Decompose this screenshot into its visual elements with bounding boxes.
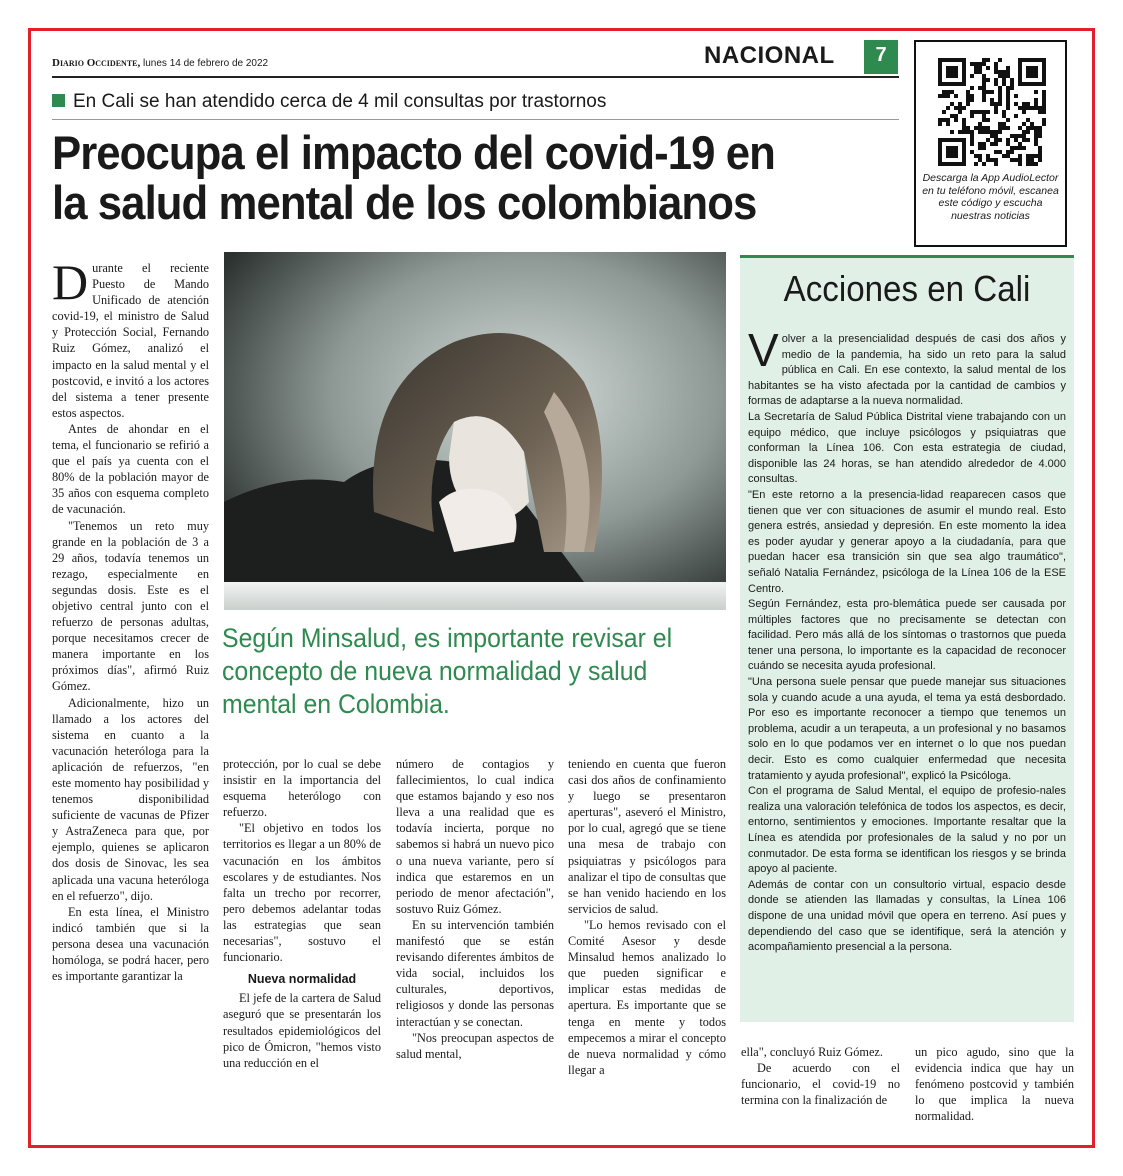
sidebar-paragraph: "En este retorno a la presencia-lidad reaparecen casos que tienen que ver con situaciones de asumir el mundo real. Esto genera estrés, ansiedad y depresión. En este momento la idea es poder ayudar y generar apoyo a la ciudadanía, para que puedan hacer esa transición sin que sea algo traumático", señaló Natalia Fernández, psicóloga de la Línea 106 de la ESE Centro.: [748, 488, 1066, 595]
sidebar-paragraph: "Una persona suele pensar que puede manejar sus situaciones sola y cuando acude a una ayuda, el tema ya está desbordado. Por eso es importante reconocer a tiempo que tenemos un problema, acudir a un terapeuta, a un profesional y no basamos solo en lo que podamos ver en internet o lo que nos puedan decir. Esto es como cualquier enfermedad que necesita tratamiento y ayuda profesional", explicó la Psicóloga.: [748, 676, 1066, 782]
section-label: NACIONAL: [704, 42, 835, 69]
qr-code-icon[interactable]: [938, 58, 1046, 166]
headline: [52, 128, 852, 228]
headline-line-2: la salud mental de los colombianos: [52, 176, 757, 229]
kicker: [52, 91, 606, 113]
sidebar-paragraph: Además de contar con un consultorio virtual, espacio desde donde se atienden las llamadas y consultas, la Línea 106 dispone de una unidad móvil que opera en terreno. Así pues y dependiendo del caso que se identifique, será la atención y acompañamiento presencial a la persona.: [748, 878, 1066, 954]
article-paragraph: De acuerdo con el funcionario, el covid-19 no termina con la finalización de: [741, 1061, 900, 1108]
article-paragraph: En esta línea, el Ministro indicó también que si la persona desea una vacunación homóloga, se podrá hacer, pero es importante garantizar la: [52, 904, 209, 984]
qr-box: [914, 40, 1067, 247]
article-paragraph: En su intervención también manifestó que se están revisando diferentes ámbitos de vida social, incluidos los culturales, deportivos, religiosos y donde las personas interactúan y se conectan.: [396, 917, 554, 1029]
article-column-3: [396, 756, 554, 1062]
article-paragraph: El jefe de la cartera de Salud aseguró que se presentarán los resultados epidemiológicos del pico de Ómicron, "hemos visto una reducción en el: [223, 991, 381, 1070]
sidebar-box: [740, 255, 1074, 1022]
article-paragraph: teniendo en cuenta que fueron casi dos años de confinamiento y luego se presentaron aperturas", aseveró el Ministro, por lo cual, agregó que se tiene una mesa de trabajo con psiquiatras y psicólogos para analizar el tipo de consultas que se han venido haciendo en los servicios de salud.: [568, 757, 726, 916]
kicker-rule: [52, 119, 899, 120]
article-paragraph: número de contagios y fallecimientos, lo cual indica que estamos bajando y eso nos lleva a una realidad que es todavía incierta, porque no sabemos si habrá un nuevo pico o una nueva variante, pero sí indica que estaremos en un periodo de menor afectación", sostuvo Ruiz Gómez.: [396, 757, 554, 916]
article-photo: [224, 252, 726, 610]
header-rule: [52, 76, 899, 78]
kicker-text: En Cali se han atendido cerca de 4 mil consultas por trastornos: [73, 91, 607, 112]
article-paragraph: "El objetivo en todos los territorios es llegar a un 80% de vacunación en los ámbitos escolares y de estudiantes. Nos falta un trecho por recorrer, pero debemos adelantar todas las estrategias que sean necesarias", sostuvo el funcionario.: [223, 821, 381, 965]
publication-date: lunes 14 de febrero de 2022: [143, 58, 269, 69]
article-paragraph: Durante el reciente Puesto de Mando Unificado de atención covid-19, el ministro de Salud y Protección Social, Fernando Ruiz Gómez, analizó el impacto en la salud mental y el postcovid, e invitó a los actores del sistema a tener presente estos aspectos.: [52, 254, 209, 420]
sidebar-drop-cap: V: [748, 324, 779, 376]
pull-quote: Según Minsalud, es importante revisar el concepto de nueva normalidad y salud mental en Colombia.: [222, 623, 673, 719]
article-paragraph: protección, por lo cual se debe insistir en la importancia del esquema heterólogo con refuerzo.: [223, 757, 381, 820]
drop-cap: D: [52, 254, 89, 310]
article-column-4: [568, 756, 726, 1078]
masthead: [52, 57, 268, 69]
article-paragraph: Adicionalmente, hizo un llamado a los actores del sistema en cuanto a la vacunación heteróloga para la aplicación de refuerzos, "en este momento hay posibilidad y tenemos disponibilidad suficiente de vacunas de Pfizer y AstraZeneca para que, por ejemplo, quienes se aplicaron dos dosis de Sinovac, les sea aplicada una vacuna heteróloga en el refuerzo", dijo.: [52, 695, 209, 903]
article-paragraph: "Nos preocupan aspectos de salud mental,: [396, 1030, 554, 1061]
article-column-6: [915, 1044, 1074, 1124]
sidebar-title: Acciones en Cali: [783, 268, 1031, 309]
article-paragraph: "Lo hemos revisado con el Comité Asesor y desde Minsalud hemos analizado lo que pueden significar e implicar estas medidas de apertura. Es importante que se tenga en mente y todos empecemos a mirar el concepto de nueva normalidad y cómo llegar a: [568, 917, 726, 1077]
article-column-1: [52, 254, 209, 984]
article-paragraph: un pico agudo, sino que la evidencia indica que hay un fenómeno postcovid y también lo que implica la nueva normalidad.: [915, 1045, 1074, 1124]
sidebar-paragraph: La Secretaría de Salud Pública Distrital viene trabajando con un equipo médico, que incluye psicólogos y psiquiatras que conforman la Línea 106. Con esta estrategia de ciudad, disponible las 24 horas, se han atendido alrededor de 4.000 consultas.: [748, 410, 1066, 486]
sidebar-paragraph: Volver a la presencialidad después de casi dos años y medio de la pandemia, ha sido un reto para la salud pública en Cali. En ese contexto, la salud mental de los habitantes se ha visto afectada por la cantidad de cambios y formas de adaptarse a la nueva normalidad.: [748, 324, 1066, 408]
qr-caption: Descarga la App AudioLector en tu teléfono móvil, escanea este código y escucha nuestras noticias: [922, 172, 1059, 222]
headline-line-1: Preocupa el impacto del covid-19 en: [52, 126, 775, 179]
article-column-2: [223, 756, 381, 1071]
sidebar-paragraph: Con el programa de Salud Mental, el equipo de profesio-nales realiza una valoración telefónica de todos los aspectos, es decir, entorno, sentimientos y emociones. Importante resaltar que la Línea es atendida por profesionales de la salud y no por un conmutador. De esta forma se identifican los riesgos y se brinda apoyo al paciente.: [748, 785, 1066, 876]
article-paragraph: Antes de ahondar en el tema, el funcionario se refirió a que el país ya cuenta con el 80% de la población mayor de 35 años con esquema completo de vacunación.: [52, 421, 209, 517]
square-bullet-icon: [52, 94, 65, 107]
article-column-5: [741, 1044, 900, 1108]
sidebar-body: [748, 324, 1066, 956]
sidebar-paragraph: Según Fernández, esta pro-blemática puede ser causada por múltiples factores que no precisamente se detectan con facilidad. Pero más allá de los síntomas o trastornos que pueda tener una persona, lo importante es la capacidad de reconocer cuándo se necesita ayuda profesional.: [748, 598, 1066, 673]
publication-name: Diario Occidente,: [52, 57, 141, 69]
page-number: 7: [864, 40, 898, 74]
article-paragraph: ella", concluyó Ruiz Gómez.: [741, 1045, 883, 1059]
article-paragraph: "Tenemos un reto muy grande en la población de 3 a 29 años, todavía tenemos un rezago, especialmente en segundas dosis. Este es el objetivo central junto con el refuerzo de personas adultas, porque necesitamos crecer de manera importante en los próximos días", afirmó Ruiz Gómez.: [52, 518, 209, 694]
subhead: Nueva normalidad: [247, 972, 357, 987]
woman-portrait-image: [224, 252, 726, 610]
